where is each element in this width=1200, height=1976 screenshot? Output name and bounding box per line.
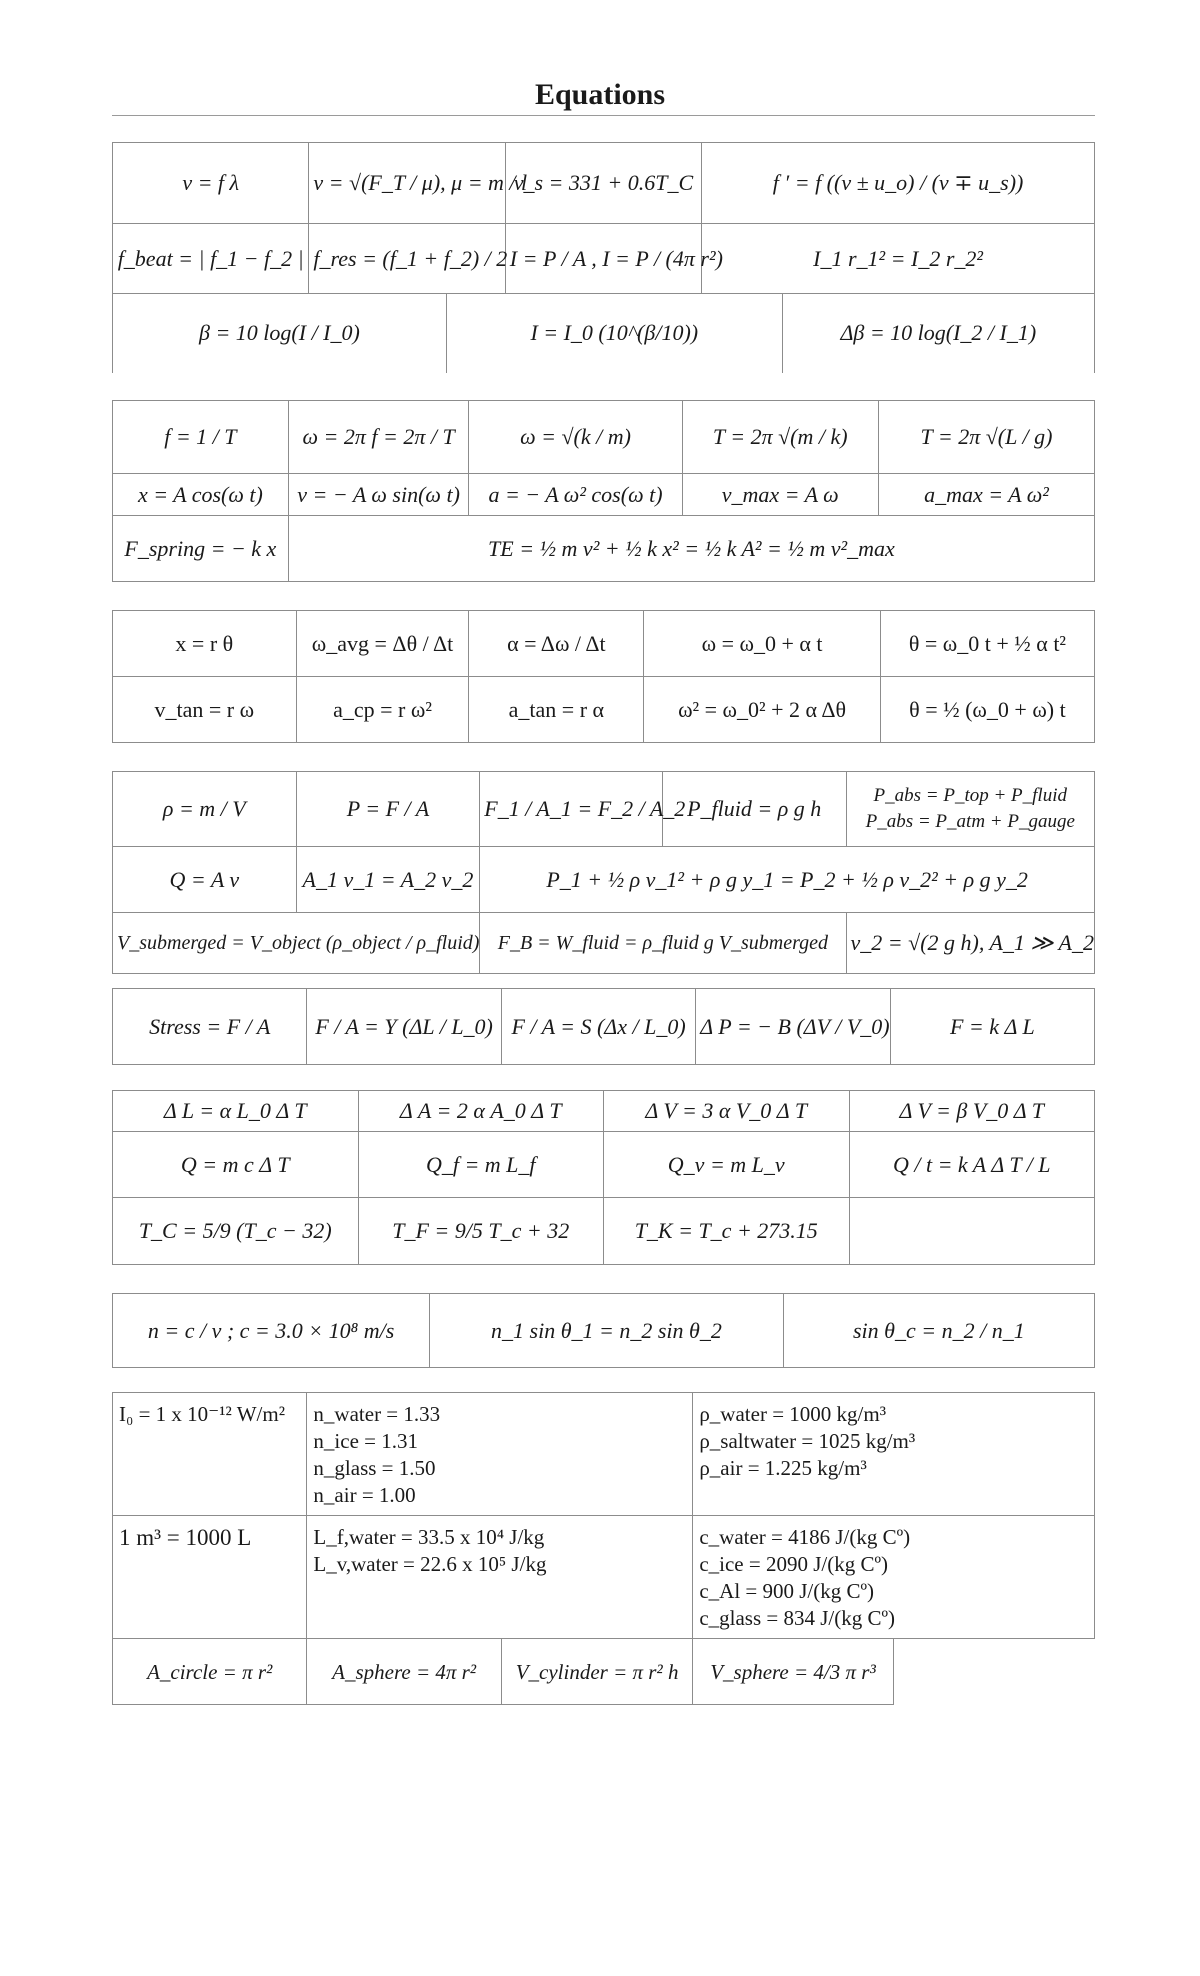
thermal-table [112,1090,1095,1265]
equation-area-expansion: Δ A = 2 α A_0 Δ T [358,1091,604,1132]
constants-latent-heats [307,1516,693,1639]
equation-angular-position-average: θ = ½ (ω_0 + ω) t [880,677,1094,743]
equation-flow-rate: Q = A v [113,847,297,913]
equation-hookes-law: F = k Δ L [890,989,1094,1065]
equation-critical-angle: sin θ_c = n_2 / n_1 [783,1294,1094,1368]
equation-resonance-frequency: f_res = (f_1 + f_2) / 2 [309,224,505,294]
optics-table [112,1293,1095,1368]
equation-angular-velocity-time: ω = ω_0 + α t [644,611,881,677]
equation-shm-acceleration: a = − A ω² cos(ω t) [469,474,682,516]
constant-latent-vaporization-water: L_v,water = 22.6 x 10⁵ J/kg [313,1552,547,1576]
equation-pendulum-period: T = 2π √(L / g) [878,401,1094,474]
equation-max-acceleration: a_max = A ω² [878,474,1094,516]
constant-specific-heat-ice: c_ice = 2090 J/(kg Cº) [699,1552,888,1576]
empty-cell [849,1198,1095,1265]
equation-absolute-pressure-gauge: P_abs = P_atm + P_gauge [865,811,1075,832]
equation-inverse-square: I_1 r_1² = I_2 r_2² [702,224,1095,294]
equation-decibel-level: β = 10 log(I / I_0) [113,294,447,373]
constant-specific-heat-glass: c_glass = 834 J/(kg Cº) [699,1606,896,1630]
equation-sphere-area: A_sphere = 4π r² [307,1639,501,1705]
equation-stress: Stress = F / A [113,989,307,1065]
equation-intensity-from-decibels: I = I_0 (10^(β/10)) [446,294,782,373]
equation-sphere-volume: V_sphere = 4/3 π r³ [693,1639,893,1705]
equation-shm-velocity: v = − A ω sin(ω t) [288,474,469,516]
equation-shear-modulus: F / A = S (Δx / L_0) [501,989,695,1065]
equation-pascal-principle: F_1 / A_1 = F_2 / A_2 [480,772,663,847]
constant-latent-fusion-water: L_f,water = 33.5 x 10⁴ J/kg [313,1525,545,1549]
constant-volume-conversion: 1 m³ = 1000 L [113,1516,307,1639]
equation-spring-angular-frequency: ω = √(k / m) [469,401,682,474]
equation-volume-expansion: Δ V = 3 α V_0 Δ T [604,1091,850,1132]
equation-fahrenheit-conversion: T_F = 9/5 T_c + 32 [358,1198,604,1265]
equation-angular-frequency: ω = 2π f = 2π / T [288,401,469,474]
equation-linear-expansion: Δ L = α L_0 Δ T [113,1091,359,1132]
equation-decibel-difference: Δβ = 10 log(I_2 / I_1) [782,294,1094,373]
constant-n-air: n_air = 1.00 [313,1483,416,1507]
constant-specific-heat-water: c_water = 4186 J/(kg Cº) [699,1525,911,1549]
equation-heat-of-vaporization: Q_v = m L_v [604,1132,850,1198]
fluids-table [112,771,1095,974]
equation-shm-position: x = A cos(ω t) [113,474,289,516]
equation-continuity: A_1 v_1 = A_2 v_2 [296,847,480,913]
constants-densities [693,1393,1095,1516]
equation-density: ρ = m / V [113,772,297,847]
equation-frequency-period: f = 1 / T [113,401,289,474]
equation-angular-position-time: θ = ω_0 t + ½ α t² [880,611,1094,677]
constants-table [112,1392,1095,1705]
equation-wave-speed: v = f λ [113,143,309,224]
equation-absolute-pressure [846,772,1094,847]
elasticity-table [112,988,1095,1065]
equation-torricelli: v_2 = √(2 g h), A_1 ≫ A_2 [846,913,1094,974]
equation-centripetal-acceleration: a_cp = r ω² [296,677,469,743]
constants-refractive-indices [307,1393,693,1516]
equation-total-energy: TE = ½ m v² + ½ k x² = ½ k A² = ½ m v²_max [288,516,1094,582]
constants-specific-heats [693,1516,1095,1639]
equation-string-wave-speed: v = √(F_T / μ), μ = m / l [309,143,505,224]
equation-heat-of-fusion: Q_f = m L_f [358,1132,604,1198]
equation-bulk-modulus: Δ P = − B (ΔV / V_0) [696,989,890,1065]
empty-cell [893,1639,1094,1705]
constant-n-water: n_water = 1.33 [313,1402,441,1426]
equation-spring-period: T = 2π √(m / k) [682,401,878,474]
equation-snells-law: n_1 sin θ_1 = n_2 sin θ_2 [430,1294,784,1368]
equation-tangential-acceleration: a_tan = r α [469,677,644,743]
equation-tangential-velocity: v_tan = r ω [113,677,297,743]
equation-kelvin-conversion: T_K = T_c + 273.15 [604,1198,850,1265]
equation-sound-speed: v_s = 331 + 0.6T_C [505,143,701,224]
constant-n-glass: n_glass = 1.50 [313,1456,436,1480]
equation-cylinder-volume: V_cylinder = π r² h [501,1639,692,1705]
constant-density-saltwater: ρ_saltwater = 1025 kg/m³ [699,1429,916,1453]
waves-sound-table [112,142,1095,373]
equation-submerged-volume: V_submerged = V_object (ρ_object / ρ_fluid) [113,913,480,974]
equation-bernoulli: P_1 + ½ ρ v_1² + ρ g y_1 = P_2 + ½ ρ v_2² + ρ g y_2 [480,847,1095,913]
constant-n-ice: n_ice = 1.31 [313,1429,418,1453]
equation-heat-conduction: Q / t = k A Δ T / L [849,1132,1095,1198]
equation-heat: Q = m c Δ T [113,1132,359,1198]
equation-beat-frequency: f_beat = | f_1 − f_2 | [113,224,309,294]
equation-angular-acceleration: α = Δω / Δt [469,611,644,677]
equation-buoyant-force: F_B = W_fluid = ρ_fluid g V_submerged [480,913,846,974]
equation-spring-force: F_spring = − k x [113,516,289,582]
equation-celsius-conversion: T_C = 5/9 (T_c − 32) [113,1198,359,1265]
constant-threshold-intensity: I₀ = 1 x 10⁻¹² W/m² [113,1393,307,1516]
constant-specific-heat-aluminum: c_Al = 900 J/(kg Cº) [699,1579,875,1603]
equation-angular-velocity-squared: ω² = ω_0² + 2 α Δθ [644,677,881,743]
harmonic-motion-table [112,400,1095,582]
equation-average-angular-velocity: ω_avg = Δθ / Δt [296,611,469,677]
equation-circle-area: A_circle = π r² [113,1639,307,1705]
equation-absolute-pressure-top: P_abs = P_top + P_fluid [873,785,1067,806]
page-title: Equations [534,78,666,111]
equation-max-velocity: v_max = A ω [682,474,878,516]
title-rule [112,115,1095,116]
equation-arc-length: x = r θ [113,611,297,677]
equation-volume-expansion-beta: Δ V = β V_0 Δ T [849,1091,1095,1132]
equation-pressure: P = F / A [296,772,480,847]
equation-youngs-modulus: F / A = Y (ΔL / L_0) [307,989,501,1065]
equation-fluid-pressure: P_fluid = ρ g h [662,772,846,847]
constant-density-air: ρ_air = 1.225 kg/m³ [699,1456,867,1480]
equation-intensity: I = P / A , I = P / (4π r²) [505,224,701,294]
rotation-table [112,610,1095,743]
equation-refractive-index: n = c / v ; c = 3.0 × 10⁸ m/s [113,1294,430,1368]
equation-doppler: f ′ = f ((v ± u_o) / (v ∓ u_s)) [702,143,1095,224]
constant-density-water: ρ_water = 1000 kg/m³ [699,1402,887,1426]
